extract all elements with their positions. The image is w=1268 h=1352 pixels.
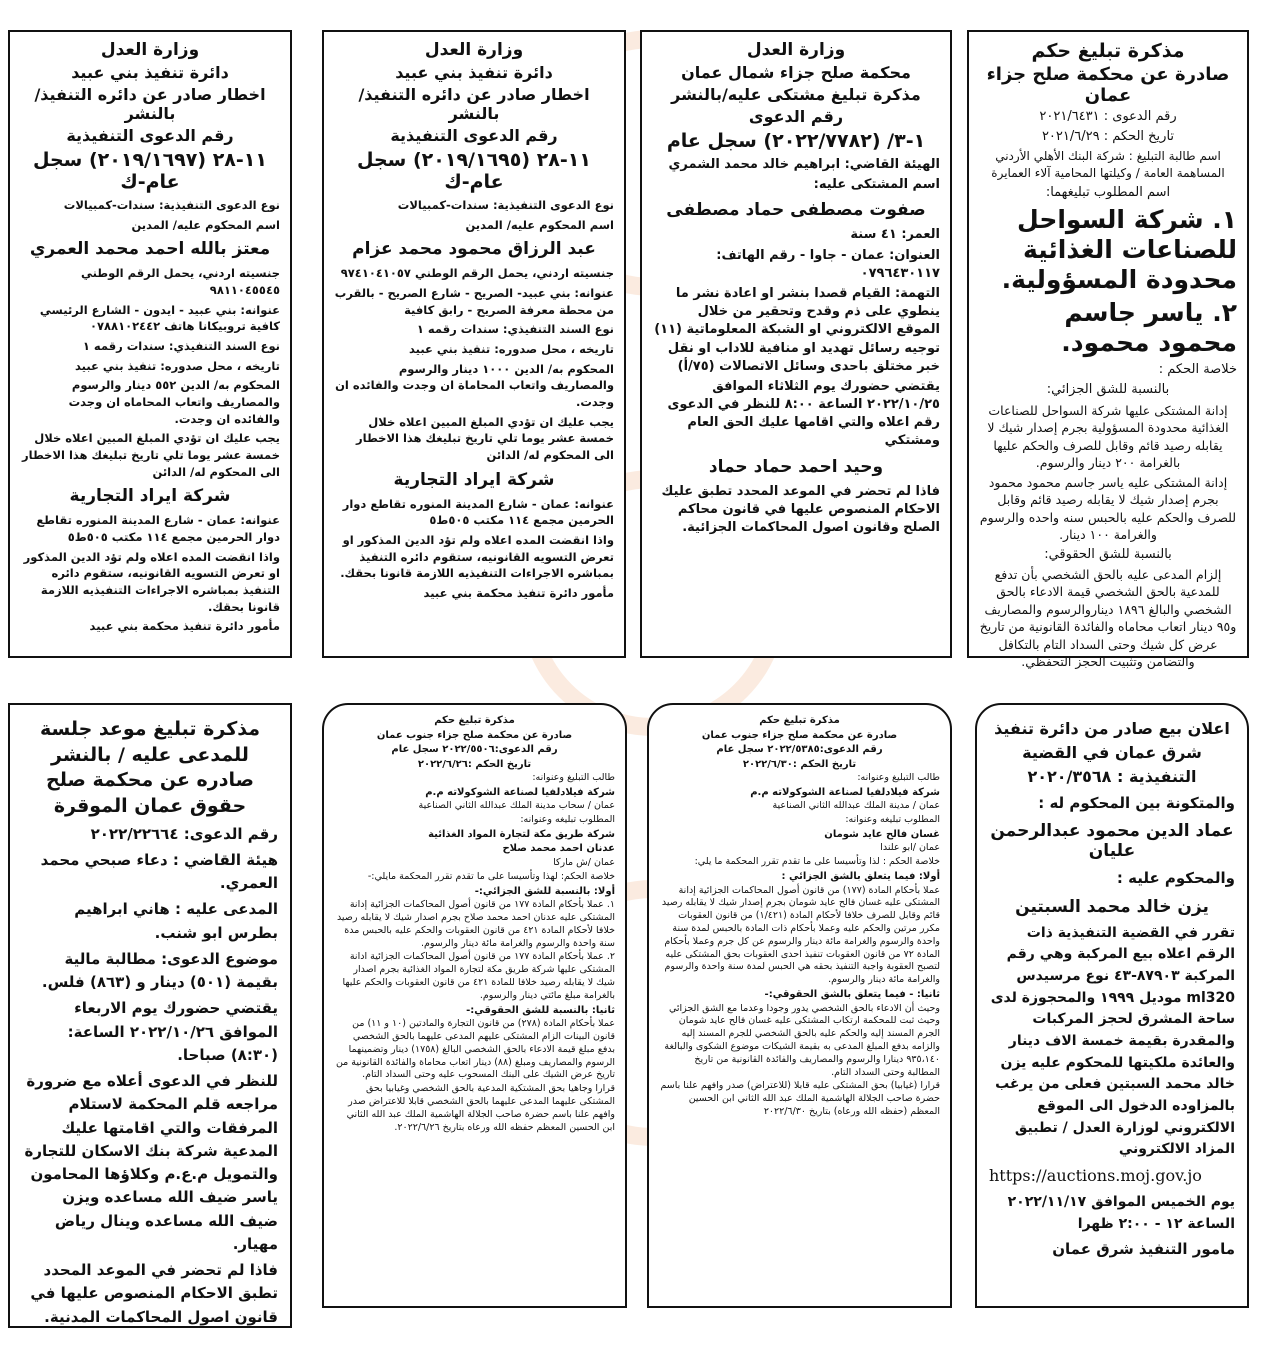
amount: المحكوم به/ الدين ٥٥٢ دينار والرسوم والمصاريف واتعاب المحاماه ان وجدت والفائده ان وجدت. [68,378,280,426]
amount: المحكوم به/ الدين ١٠٠٠ دينار والرسوم والمصاريف واتعاب المحاماة ان وجدت والفائده ان وجدت. [335,361,614,410]
requester: شركة فيلادلفيا لصناعة الشوكولاته م.م [425,786,615,798]
parties-label: والمتكونة بين المحكوم له : [1038,794,1235,812]
text-two: ٢. عملا بأحكام المادة ١٧٧ من قانون أصول المحاكمات الجزائية ادانة المشتكى عليها شركة طريق مكة لتجارة المواد الغذائية بجرم اصدار شيك لا يقابله رصيد خلافا للمادة ٤٢١ من قانون العقوبات والحكم عليها بالغرامة مبلغ مائتي دينار والرسوم. [342,951,615,1001]
against-label: والمحكوم عليه : [1116,869,1235,888]
document-type: نوع السند التنفيذي: سندات رقمه ١ [416,322,614,337]
summary: خلاصة الحكم : لذا وتأسيسا على ما تقدم تقرر المحكمة ما يلي: [694,856,940,868]
closing-text: واذا انقضت المده اعلاه ولم تؤد الدين المذكور او تعرض التسويه القانونيه، ستقوم دائره التنفيذ بمباشره الاجراءات التنفيذيه اللازمة قانونا بحقك. [340,533,614,581]
target-name-two: عدنان احمد محمد صلاح [502,843,615,855]
notice-title: مذكرة تبليغ حكم [434,715,515,726]
text-four: قرارا وجاهيا بحق المشتكية المدعية بالحق الشخصي وغيابيا بحق المشتكى عليهما المدعى عليهما بالحق الشخصي قابلا للاعتراض صدر وافهم علنا باسم حضرة صاحب الجلالة الهاشمية الملك عبد الله الثاني ابن الحسين المعظم حفظه الله ورعاه بتاريخ ٢٠٢٢/٦/٢٦. [346,1083,615,1133]
case-type: نوع الدعوى التنفيذية: سندات-كمبيالات [397,198,614,212]
payment-duty: يجب عليك ان تؤدي المبلغ المبين اعلاه خلال خمسة عشر يوما تلي تاريخ تبليغك هذا الاخطار الى المحكوم له/ الدائن [356,414,614,463]
accused-name: صفوت مصطفى حماد مصطفى [666,200,926,221]
creditor-name: عماد الدين محمود عبدالرحمن عليان [990,821,1234,862]
case-number: رقم الدعوى:٢٠٢٢/٥٣٨٥ سجل عام [716,744,883,755]
case-number: رقم الدعوى:٢٠٢٢/٥٥٠٦ سجل عام [391,744,558,755]
civil-label: بالنسبة للشق الحقوقي: [1044,546,1172,562]
address: عنوانه: بني عبيد - ايدون - الشارع الرئيسي كافية تروبيكانا هاتف ٠٧٨٨١٠٢٤٤٢ [39,302,280,334]
target-label: المطلوب تبليغه وعنوانه: [520,814,615,826]
notice-title: مذكرة تبليغ موعد جلسة للمدعى عليه / بالنشر صادره عن محكمة صلح حقوق عمان الموقرة [40,718,260,817]
accused-label: اسم المشتكى عليه: [813,177,940,193]
case-label: رقم الدعوى [748,107,844,126]
warning: فاذا لم تحضر في الموعد المحدد تطبق عليك الاحكام المنصوص عليها في قانون محاكم الصلح وقانون اصول المحاكمات الجزائية. [661,483,940,535]
ministry: وزارة العدل [100,40,200,60]
requester-label: طالب التبليغ وعنوانه: [532,772,615,783]
officer: مامور التنفيذ شرق عمان [1052,1240,1235,1259]
notice-execution-1697 [8,30,292,658]
judge: الهيئة القاضي: ابراهيم خالد محمد الشمري [668,157,940,172]
age: العمر: ٤١ سنة [850,227,940,243]
text-one: ١. عملا بأحكام المادة ١٧٧ من قانون أصول المحاكمات الجزائية إدانة المشتكى عليه عدنان احمد محمد صلاح بجرم اصدار شيك لا يقابله رصيد خلافا لأحكام المادة ٤٢١ من قانون العقوبات والحكم عليه بالحبس مدة سنة واحدة والرسوم والغرامة مائة دينار والرسوم. [336,899,615,949]
appearance: يقتضي حضورك يوم الاربعاء الموافق ٢٠٢٢/١٠/٢٦ الساعة: (٨:٣٠) صباحا. [67,999,278,1064]
requester-address: عمان / سحاب مدينة الملك عبدالله الثاني الصناعية [418,800,615,812]
requester: شركة فيلادلفيا لصناعة الشوكولاته م.م [750,786,940,798]
case-number: رقم الدعوى: ٢٠٢٢/٢٢٦٦٤ [90,824,278,843]
address: العنوان: عمان - جاوا - رقم الهاتف: ٠٧٩٦٤٣٠١١٧ [716,247,940,281]
creditor-name: شركة ايراد التجارية [69,486,231,507]
notice-verdict-south-5506 [322,703,627,1308]
notice-verdict-south-5385 [647,703,952,1308]
notice-vehicle-sale [975,703,1249,1308]
body-text: للنظر في الدعوى أعلاه مع ضرورة مراجعه قلم المحكمة لاستلام المرفقات والتي اقامتها عليك المدعية شركة بنك الاسكان للتجارة والتمويل م.ع.م وكلاؤها المحامون ياسر ضيف الله مساعده ويزن ضيف الله مساعده وينال رياض مهيار. [24,1072,278,1253]
officer: مأمور دائرة تنفيذ محكمة بني عبيد [89,619,280,634]
warning: فاذا لم تحضر في الموعد المحدد تطبق الاحكام المنصوص عليها في قانون اصول المحاكمات المدنية. [30,1261,278,1326]
memo-title: مذكرة تبليغ مشتكى عليه/بالنشر [671,85,921,104]
notice-title: اخطار صادر عن دائره التنفيذ/ بالنشر [34,85,266,123]
document-date: تاريخه ، محل صدوره: تنفيذ بني عبيد [75,358,280,373]
complainant: وحيد احمد حماد حماد [708,456,884,477]
department: دائرة تنفيذ بني عبيد [395,63,553,82]
debtor-name: يزن خالد محمد السبتين [1015,896,1209,917]
case-number: ١١-٢٨ (٢٠١٩/١٦٩٥) سجل عام-ك [357,149,591,193]
creditor-address: عنوانه: عمان - شارع المدينة المنوره تقاطع دوار الحرمين مجمع ١١٤ مكتب ٥٠٥ط٥ [342,496,614,528]
nationality: جنسيته اردني، يحمل الرقم الوطني ٩٨١١٠٤٥٥٤٥ [80,266,280,298]
criminal-label: بالنسبة للشق الجزائي: [1046,382,1170,398]
court-name: صادرة عن محكمة صلح جزاء جنوب عمان [376,729,573,741]
case-label: رقم الدعوى التنفيذية [66,126,234,145]
notice-verdict-amman [967,30,1249,670]
debtor-name: عبد الرزاق محمود محمد عزام [352,239,596,260]
text-three: قرارا (غيابيا) بحق المشتكى عليه قابلا (للاعتراض) صدر وافهم علنا باسم حضرة صاحب الجلالة الهاشمية الملك عبد الله الثاني ابن الحسين المعظم (حفظه الله ورعاه) بتاريخ ٢٠٢٢/٦/٣٠ [660,1080,940,1118]
defendant: المدعى عليه : هاني ابراهيم بطرس ابو شنب. [74,900,278,942]
target-address: عمان /ش ماركا [553,856,615,868]
officer: مأمور دائرة تنفيذ محكمة بني عبيد [423,586,614,601]
text-one: عملا بأحكام المادة (١٧٧) من قانون أصول المحاكمات الجزائية إدانة المشتكى عليه غسان فالح عايد شومان بجرم إصدار شيك لا يقابله رصيد قائم وقابل للصرف خلافا لأحكام المادة (١/٤٢١) من قانون العقوبات مكرر مرتين والحكم عليه وعملا بأحكام ذات المادة بالحبس لمدة سنة واحدة والرسوم والغرامة مائة دينار والرسوم عن كل جرم وعملا بأحكام المادة ٧٢ من قانون العقوبات تنفيذ احدى العقوبات بحق المشتكى عليه لتصبح العقوبة واجبة التنفيذ بحقه هي الحبس لمدة سنة واحدة والرسوم والغرامة مائة دينار والرسوم. [661,884,940,986]
target-name: شركة طريق مكة لتجارة المواد الغذائية [428,828,615,840]
target-label: المطلوب تبليغه وعنوانه: [845,814,940,826]
notice-accused-publication [640,30,952,658]
requester-address: عمان / مدينة الملك عبدالله الثاني الصناعية [772,800,940,812]
target-name: غسان فالح عايد شومان [824,828,940,840]
debtor-label: اسم المحكوم عليه/ المدين [131,217,280,232]
creditor-name: شركة ايراد التجارية [393,469,555,490]
case-label: رقم الدعوى التنفيذية [390,126,558,145]
notice-title: مذكرة تبليغ حكم [759,715,840,726]
civil-text: إلزام المدعى عليه بالحق الشخصي بأن تدفع للمدعية بالحق الشخصي قيمة الادعاء بالحق الشخصي والبالغ ١٨٩٦ ديناروالرسوم والمصاريف و٩٥ دينار اتعاب محاماه والفائدة القانونية من تاريخ عرض كل شيك وحتى السداد التام بالتكافل والتضامن وتثبيت الحجز التحفظي. [979,566,1237,670]
ministry: وزارة العدل [746,40,846,60]
court-name: صادرة عن محكمة صلح جزاء جنوب عمان [701,729,898,741]
notice-execution-1695 [322,30,626,658]
notice-title: اخطار صادر عن دائره التنفيذ/ بالنشر [358,85,590,123]
payment-duty: يجب عليك ان تؤدي المبلغ المبين اعلاه خلال خمسة عشر يوما تلي تاريخ تبليغك هذا الاخطار الى المحكوم له/ الدائن [22,431,280,479]
part-two: ثانيا: بالنسبة للشق الحقوقي:- [466,1004,615,1016]
target-label: اسم المطلوب تبليغهما: [1045,184,1171,200]
case-number: ١١-٢٨ (٢٠١٩/١٦٩٧) سجل عام-ك [33,149,267,193]
judge: هيئة القاضي : دعاء صبحي محمد العمري. [40,850,278,893]
appearance: يقتضي حضورك يوم الثلاثاء الموافق ٢٠٢٢/١٠/٢٥ الساعة ٨:٠٠ للنظر في الدعوى رقم اعلاه والتي اقامها عليك الحق العام ومشتكي [667,378,940,449]
criminal-one: إدانة المشتكى عليها شركة السواحل للصناعات الغذائية محدودة المسؤولية بجرم إصدار شيك لا يقابله رصيد قائم وقابل للصرف والحكم عليها بالغرامة ٢٠٠ دينار والرسوم. [987,402,1229,471]
target-one: ١. شركة السواحل للصناعات الغذائية محدودة المسؤولية. [1001,205,1237,295]
target-two: ٢. ياسر جاسم محمود محمود. [1061,298,1237,358]
verdict-date: تاريخ الحكم :٢٠٢٢/٦/٣٠ [742,758,857,770]
notice-title: اعلان بيع صادر من دائرة تنفيذ شرق عمان في القضية التنفيذية : ٢٠٢٠/٣٥٦٨ [994,719,1230,786]
debtor-label: اسم المحكوم عليه/ المدين [465,217,614,232]
charge: التهمة: القيام قصدا بنشر او اعادة نشر ما ينطوي على ذم وقدح وتحقير من خلال الموقع الالكتروني او الشبكة المعلوماتية (١١) توجيه رسائل تهديد او منافية للاداب او نقل خبر مختلق باحدى وسائل الاتصالات (٧٥/أ) [654,285,940,374]
subject: موضوع الدعوى: مطالبة مالية بقيمة (٥٠١) دينار و (٨٦٣) فلس. [41,949,278,992]
department: دائرة تنفيذ بني عبيد [71,63,229,82]
verdict-date: تاريخ الحكم : ٢٠٢١/٦/٢٩ [1041,129,1175,145]
nationality: جنسيته اردني، يحمل الرقم الوطني ٩٧٤١٠٤١٠٥٧ [340,266,614,281]
criminal-two: إدانة المشتكى عليه ياسر جاسم محمود محمود بجرم إصدار شيك لا يقابله رصيد قائم وقابل للصرف والحكم عليه بالحبس سنه واحده والرسوم والغرامة ١٠٠ دينار. [979,474,1237,543]
document-date: تاريخه ، محل صدوره: تنفيذ بني عبيد [409,342,614,357]
auction-url[interactable]: https://auctions.moj.gov.jo [989,1166,1202,1186]
notice-hearing-date [8,703,292,1328]
court-name: صادرة عن محكمة صلح جزاء عمان [986,64,1230,106]
target-address: عمان /ابو علندا [880,842,940,854]
verdict-date: تاريخ الحكم :٢٠٢٢/٦/٢٦ [417,758,532,770]
sale-body: تقرر في القضية التنفيذية ذات الرقم اعلاه بيع المركبة وهي رقم المركبة ٨٧٩٠٣-٤٣ نوع مرسيدس ml320 موديل ١٩٩٩ والمحجوزة لدى ساحة المشرق لحجز المركبات والمقدرة بقيمة خمسة الاف دينار والعائدة ملكيتها للمحكوم عليه يزن خالد محمد السبتين فعلى من يرغب بالمزاوده الدخول الى الموقع الالكتروني لوزارة العدل / تطبيق المزاد الالكتروني [990,924,1235,1158]
plaintiff: اسم طالبة التبليغ : شركة البنك الأهلي الأردني المساهمة العامة / وكيلتها المحامية آلاء العمايرة [991,149,1225,181]
text-two: وحيث أن الادعاء بالحق الشخصي يدور وجودا وعدما مع الشق الجزائي وحيث ثبت للمحكمة ارتكاب المشتكى عليه غسان فالح عايد شومان الجرم المسند إليه والحكم عليه بالحق الشخصي للجرم المسند إليه والزامه بدفع المبلغ المدعى به بقيمة الشيكات موضوع الشكوى والبالغة ٩٣٥،١٤٠ دينارا والرسوم والمصاريف والفائدة القانونية من تاريخ المطالبة وحتى السداد التام. [664,1002,940,1078]
creditor-address: عنوانه: عمان - شارع المدينة المنوره تقاطع دوار الحرمين مجمع ١١٤ مكتب ٥٠٥ط٥ [36,513,280,545]
notice-title: مذكرة تبليغ حكم [1031,40,1185,62]
part-one: أولا: بالنسبة للشق الجزائي:- [474,885,615,897]
document-type: نوع السند التنفيذي: سندات رقمه ١ [82,339,280,354]
debtor-name: معتز بالله احمد محمد العمري [29,239,271,260]
part-one: أولا: فيما يتعلق بالشق الجزائي : [781,871,940,883]
case-number: رقم الدعوى : ٢٠٢١/٦٤٣١ [1039,109,1177,124]
summary-label: خلاصة الحكم : [1158,362,1237,378]
auction-date: يوم الخميس الموافق ٢٠٢٢/١١/١٧ الساعة ١٢ - ٢:٠٠ ظهرا [1007,1193,1235,1232]
summary: خلاصة الحكم: لهذا وتأسيسا على ما تقدم تقرر المحكمة مايلي:- [367,870,615,882]
case-type: نوع الدعوى التنفيذية: سندات-كمبيالات [63,198,280,212]
case-number: ١-٣/ (٢٠٢٢/٧٧٨٢) سجل عام [666,130,926,152]
ministry: وزارة العدل [424,40,524,60]
text-three: عملا بأحكام المادة (٢٧٨) من قانون التجارة والمادتين (١٠ و ١١) من قانون البينات الزام المشتكى عليهم المدعى عليهما بالحق الشخصي بدفع مبلغ قيمة الادعاء بالحق الشخصي البالغ (١٧٥٨) دينار وتضمينهما الرسوم والمصاريف ومبلغ (٨٨) دينار اتعاب محاماة والفائدة القانونية من تاريخ عرض الشيك على البنك المسحوب عليه وحتى السداد التام. [335,1018,615,1081]
address: عنوانه: بني عبيد- الصريح - شارع الصريح - بالقرب من محطة معرفة الصريح - رابق كافية [334,286,614,317]
part-two: ثانيا: - فيما يتعلق بالشق الحقوقي:- [764,989,940,1001]
requester-label: طالب التبليغ وعنوانه: [857,772,940,783]
court-name: محكمة صلح جزاء شمال عمان [681,63,911,82]
closing-text: واذا انقضت المده اعلاه ولم تؤد الدين المذكور او تعرض التسويه القانونيه، ستقوم دائره التنفيذ بمباشره الاجراءات التنفيذيه اللازمة قانونا بحقك. [23,549,280,614]
